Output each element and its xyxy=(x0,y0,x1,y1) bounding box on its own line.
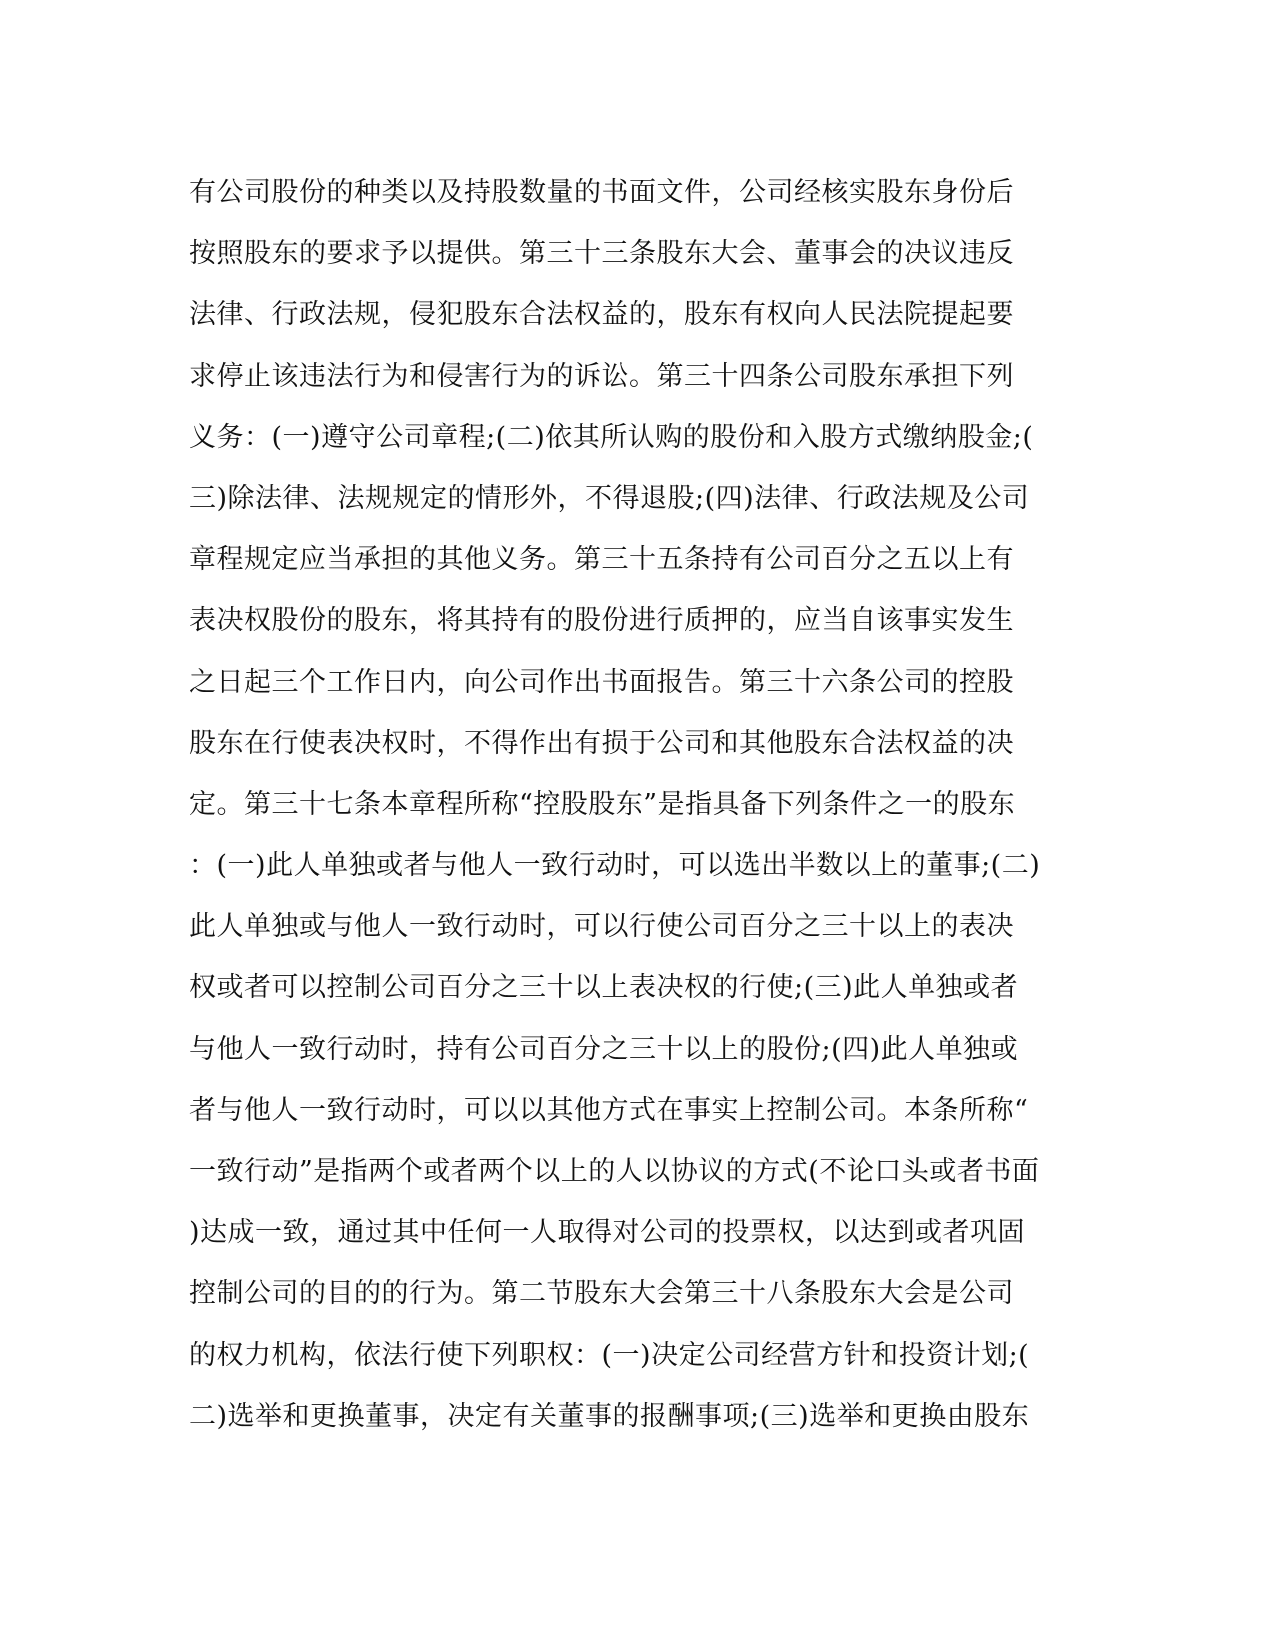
text-line: )达成一致，通过其中任何一人取得对公司的投票权，以达到或者巩固 xyxy=(189,1217,1026,1249)
text-line: 股东在行使表决权时，不得作出有损于公司和其他股东合法权益的决 xyxy=(189,727,1014,759)
text-line: 义务：(一)遵守公司章程;(二)依其所认购的股份和入股方式缴纳股金;( xyxy=(189,421,1034,453)
text-line: 与他人一致行动时，持有公司百分之三十以上的股份;(四)此人单独或 xyxy=(189,1033,1019,1065)
text-line: 有公司股份的种类以及持股数量的书面文件，公司经核实股东身份后 xyxy=(189,177,1014,208)
text-line: 定。第三十七条本章程所称“控股股东”是指具备下列条件之一的股东 xyxy=(189,788,1016,820)
text-line: 求停止该违法行为和侵害行为的诉讼。第三十四条公司股东承担下列 xyxy=(189,360,1014,392)
text-line: 此人单独或与他人一致行动时，可以行使公司百分之三十以上的表决 xyxy=(189,911,1014,943)
text-line: 表决权股份的股东，将其持有的股份进行质押的，应当自该事实发生 xyxy=(189,605,1014,637)
text-line: 控制公司的目的的行为。第二节股东大会第三十八条股东大会是公司 xyxy=(189,1278,1014,1310)
text-line: 的权力机构，依法行使下列职权：(一)决定公司经营方针和投资计划;( xyxy=(189,1339,1030,1371)
text-line: 一致行动”是指两个或者两个以上的人以协议的方式(不论口头或者书面 xyxy=(189,1156,1040,1187)
text-line: 者与他人一致行动时，可以以其他方式在事实上控制公司。本条所称“ xyxy=(189,1094,1029,1126)
text-line: 三)除法律、法规规定的情形外，不得退股;(四)法律、行政法规及公司 xyxy=(189,482,1030,514)
text-line: 按照股东的要求予以提供。第三十三条股东大会、董事会的决议违反 xyxy=(189,238,1014,270)
text-line: ：(一)此人单独或者与他人一致行动时，可以选出半数以上的董事;(二) xyxy=(189,850,1041,882)
text-line: 之日起三个工作日内，向公司作出书面报告。第三十六条公司的控股 xyxy=(189,666,1014,698)
text-line: 二)选举和更换董事，决定有关董事的报酬事项;(三)选举和更换由股东 xyxy=(189,1400,1030,1432)
text-line: 权或者可以控制公司百分之三十以上表决权的行使;(三)此人单独或者 xyxy=(189,972,1019,1004)
body-text xyxy=(189,162,1089,1447)
text-line: 章程规定应当承担的其他义务。第三十五条持有公司百分之五以上有 xyxy=(189,544,1014,576)
text-line: 法律、行政法规，侵犯股东合法权益的，股东有权向人民法院提起要 xyxy=(189,299,1014,331)
